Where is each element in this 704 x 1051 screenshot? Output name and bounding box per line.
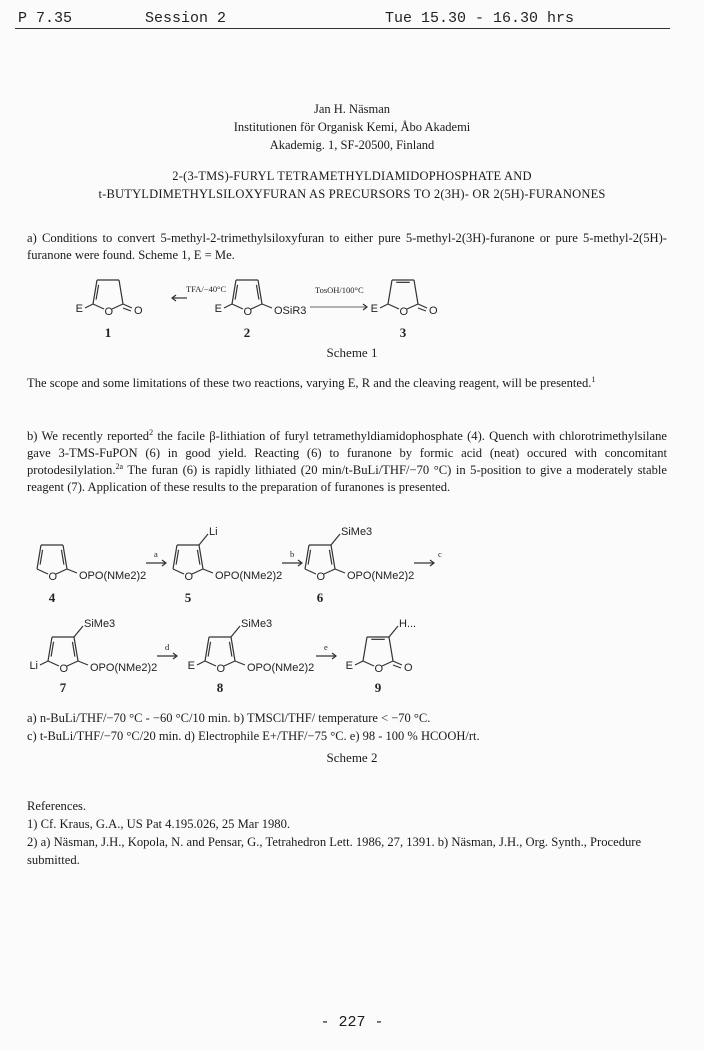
author-address: Akademig. 1, SF-20500, Finland [269,138,435,152]
section-b-text: b) We recently reported [27,429,150,443]
carbonyl-oxygen: O [404,662,413,674]
citation: 2 [149,427,154,437]
session-label: Session 2 [145,10,227,27]
compound-9 [346,618,416,695]
top-substituent: Li [209,526,218,538]
right-substituent: OPO(NMe2)2 [347,570,415,582]
section-b-text: the facile β-lithiation of furyl tetramethyldiamidophosphate (4). Quench with chlorotrimethylsilane gave 3-TMS-FuPON (6) in good yield. Reacting (6) to furanone by formic acid (neat) occured with concomitant protodesilylation. [27,429,668,477]
reference-item: 2) a) Näsman, J.H., Kopola, N. and Pensar, G., Tetrahedron Lett. 1986, 27, 1391. b) Näsman, J.H., Org. Synth., Procedure submitted. [27,835,642,867]
author-name: Jan H. Näsman [313,102,391,116]
arrow-d [157,642,177,659]
compound-7 [29,618,157,695]
compound-number: 6 [316,590,324,605]
ring-oxygen-label: O [374,663,384,675]
section-b-text: The furan (6) is rapidly lithiated (20 min/t-BuLi/THF/−70 °C) in 5-position to give a moderately stable reagent (7). Application of these results to the preparation of furanones is presented. [27,463,667,494]
arrow-label: a [154,549,158,559]
arrow-condition: TosOH/100°C [315,285,364,295]
ring-oxygen-label: O [399,306,409,318]
citation: 1 [591,374,596,384]
compound-number: 7 [59,680,67,695]
carbonyl-oxygen: O [134,305,143,317]
scheme2-caption: Scheme 2 [326,750,378,765]
page-number: - 227 - [320,1014,384,1031]
compound-2 [215,280,307,340]
scope-text: The scope and some limitations of these two reactions, varying E, R and the cleaving reagent, will be presented. [27,376,592,390]
condition-line: c) t-BuLi/THF/−70 °C/20 min. d) Electrophile E+/THF/−75 °C. e) 98 - 100 % HCOOH/rt. [27,729,480,743]
compound-1 [76,280,143,340]
ring-oxygen-label: O [243,306,253,318]
ring-oxygen-label: O [184,571,194,583]
compound-number: 9 [374,680,382,695]
arrow-label: c [438,549,442,559]
right-substituent: OPO(NMe2)2 [90,662,158,674]
scheme2-conditions [27,709,480,745]
compound-number: 5 [184,590,192,605]
ring-oxygen-label: O [216,663,226,675]
scheme1-arrow-2 [310,285,367,310]
scheme1-arrow-1 [172,284,226,301]
compound-number: 8 [216,680,224,695]
condition-line: a) n-BuLi/THF/−70 °C - −60 °C/10 min. b) TMSCl/THF/ temperature < −70 °C. [27,711,431,725]
author-institution: Institutionen för Organisk Kemi, Åbo Akademi [233,120,471,134]
left-substituent: E [187,660,195,672]
compound-number: 4 [48,590,56,605]
carbonyl-oxygen: O [429,305,438,317]
abstract-code: P 7.35 [18,10,73,27]
left-substituent: Li [29,660,38,672]
left-substituent: E [75,303,83,315]
ring-oxygen-label: O [59,663,69,675]
title-line-2: t-BUTYLDIMETHYLSILOXYFURAN AS PRECURSORS TO 2(3H)- OR 2(5H)-FURANONES [98,187,606,201]
arrow-condition: TFA/−40°C [186,284,227,294]
left-substituent: E [214,303,222,315]
ring-oxygen-label: O [104,306,114,318]
reference-item: 1) Cf. Kraus, G.A., US Pat 4.195.026, 25 Mar 1980. [27,817,291,831]
compound-3 [371,280,438,340]
ring-oxygen-label: O [316,571,326,583]
compound-number: 1 [104,325,112,340]
compound-number: 2 [243,325,251,340]
section-a-text: a) Conditions to convert 5-methyl-2-trimethylsiloxyfuran to either pure 5-methyl-2(3H)-furanone or pure 5-methyl-2(5H)-furanone were found. Scheme 1, E = Me. [27,231,667,262]
compound-8 [188,618,315,695]
arrow-label: b [290,549,295,559]
references-heading: References. [27,799,87,813]
compound-6 [305,526,414,605]
session-time: Tue 15.30 - 16.30 hrs [385,10,575,27]
compound-4 [37,545,146,605]
arrow-c [414,549,442,566]
right-substituent: OPO(NMe2)2 [215,570,283,582]
right-substituent: OSiR3 [274,305,307,317]
scheme1-caption: Scheme 1 [326,345,378,360]
left-substituent: E [345,660,353,672]
arrow-a [146,549,166,566]
right-substituent: OPO(NMe2)2 [79,570,147,582]
top-substituent: H... [399,618,417,630]
references [27,797,667,869]
right-substituent: OPO(NMe2)2 [247,662,315,674]
top-substituent: SiMe3 [341,526,373,538]
arrow-e [316,642,336,659]
arrow-label: d [165,642,170,652]
title-line-1: 2-(3-TMS)-FURYL TETRAMETHYLDIAMIDOPHOSPHATE AND [172,169,532,183]
top-substituent: SiMe3 [84,618,116,630]
compound-number: 3 [399,325,407,340]
citation: 2a [115,461,124,471]
arrow-b [282,549,302,566]
left-substituent: E [370,303,378,315]
top-substituent: SiMe3 [241,618,273,630]
arrow-label: e [324,642,328,652]
compound-5 [173,526,282,605]
ring-oxygen-label: O [48,571,58,583]
